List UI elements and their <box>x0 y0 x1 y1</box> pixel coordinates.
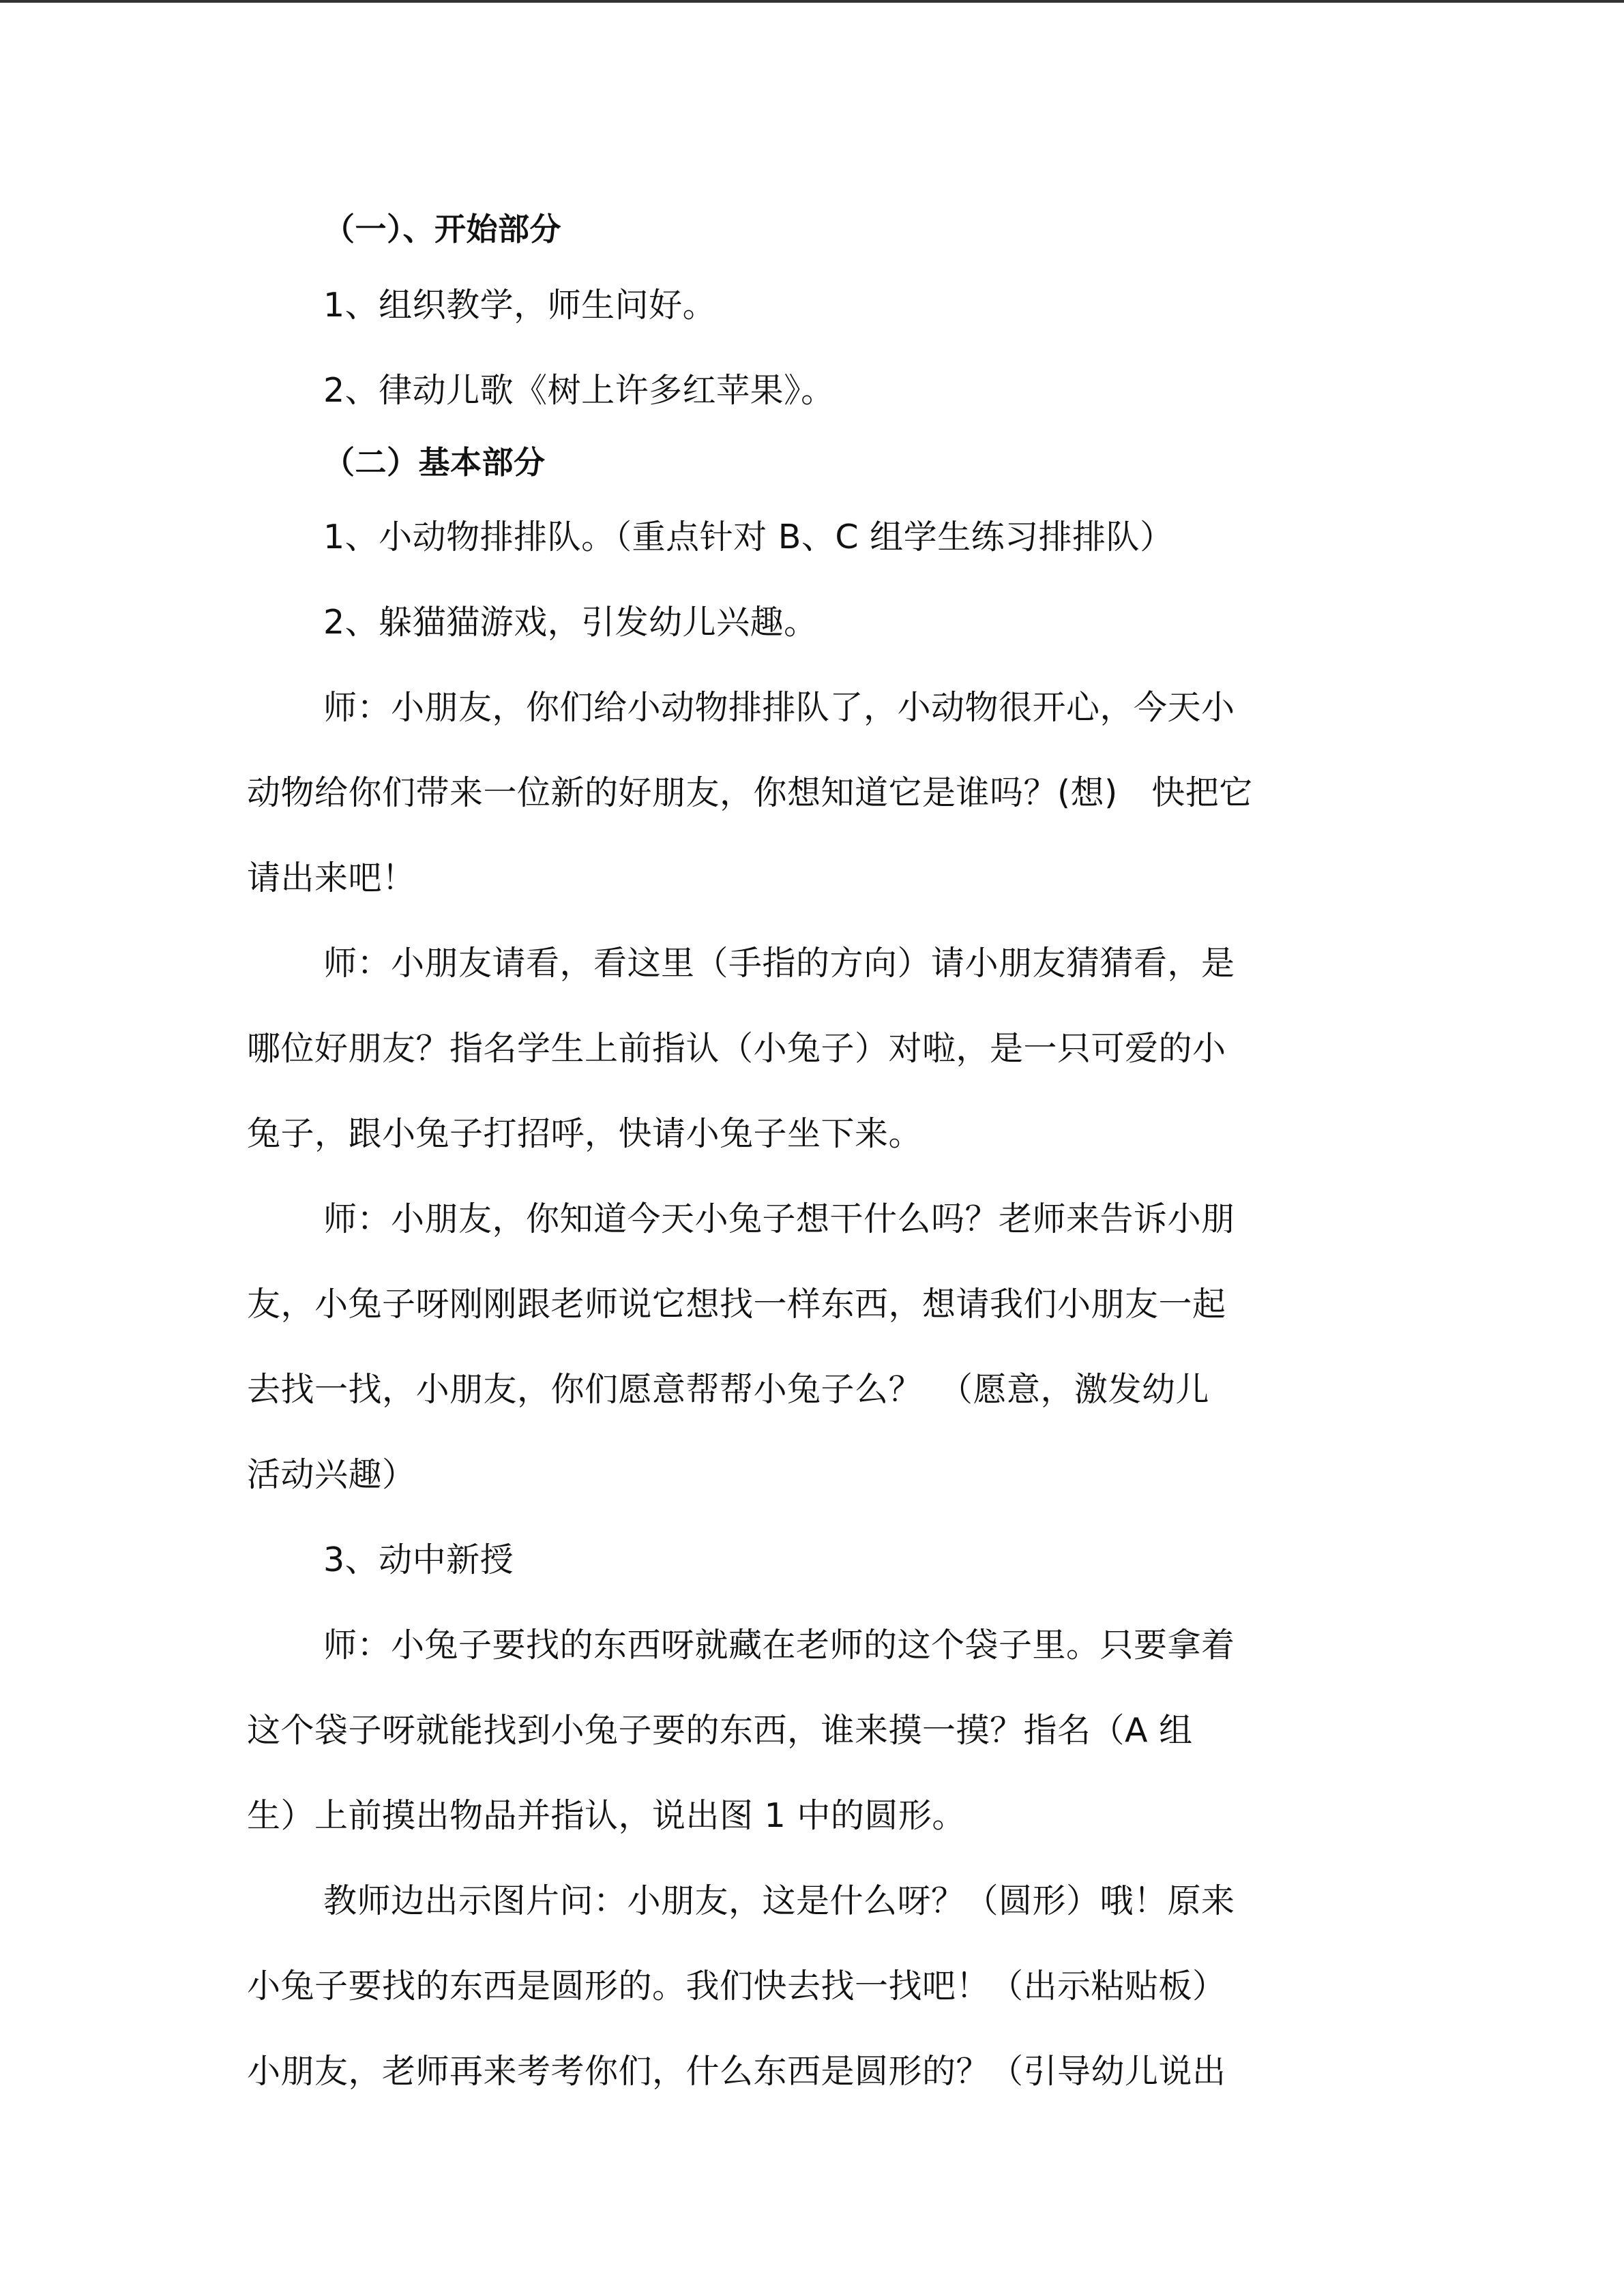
page-top-border <box>0 0 1624 3</box>
paragraph-line: 教师边出示图片问：小朋友，这是什么呀？（圆形）哦！原来 <box>323 1881 1235 1920</box>
paragraph-line: 友，小兔子呀刚刚跟老师说它想找一样东西，想请我们小朋友一起 <box>247 1285 1226 1324</box>
paragraph-line: 师：小兔子要找的东西呀就藏在老师的这个袋子里。只要拿着 <box>323 1626 1235 1665</box>
paragraph-line: 小兔子要找的东西是圆形的。我们快去找一找吧！（出示粘贴板） <box>247 1967 1226 2006</box>
paragraph-line: 活动兴趣） <box>247 1455 416 1494</box>
paragraph-line: 这个袋子呀就能找到小兔子要的东西，谁来摸一摸？指名（A 组 <box>247 1711 1193 1750</box>
paragraph-line: 小朋友，老师再来考考你们，什么东西是圆形的？（引导幼儿说出 <box>247 2052 1226 2091</box>
text-line: 1、组织教学，师生问好。 <box>323 286 717 325</box>
text-line: 3、动中新授 <box>323 1540 514 1579</box>
text-line: 2、律动儿歌《树上许多红苹果》。 <box>323 371 835 410</box>
paragraph-line: 生）上前摸出物品并指认，说出图 1 中的圆形。 <box>247 1796 966 1835</box>
paragraph-line: 兔子，跟小兔子打招呼，快请小兔子坐下来。 <box>247 1114 923 1153</box>
text-line: 1、小动物排排队。（重点针对 B、C 组学生练习排排队） <box>323 518 1174 556</box>
section-heading-start: （一）、开始部分 <box>323 211 561 248</box>
paragraph-line: 请出来吧！ <box>247 859 416 897</box>
paragraph-line: 哪位好朋友？指名学生上前指认（小兔子）对啦，是一只可爱的小 <box>247 1029 1226 1068</box>
paragraph-line: 去找一找，小朋友，你们愿意帮帮小兔子么？ （愿意，激发幼儿 <box>247 1370 1210 1409</box>
paragraph-line: 师：小朋友，你知道今天小兔子想干什么吗？老师来告诉小朋 <box>323 1199 1235 1238</box>
paragraph-line: 师：小朋友，你们给小动物排排队了，小动物很开心，今天小 <box>323 688 1235 727</box>
paragraph-line: 动物给你们带来一位新的好朋友，你想知道它是谁吗？(想) 快把它 <box>247 773 1253 812</box>
text-line: 2、躲猫猫游戏，引发幼儿兴趣。 <box>323 603 818 642</box>
section-heading-basic: （二）基本部分 <box>323 444 546 481</box>
paragraph-line: 师：小朋友请看，看这里（手指的方向）请小朋友猜猜看，是 <box>323 944 1235 983</box>
